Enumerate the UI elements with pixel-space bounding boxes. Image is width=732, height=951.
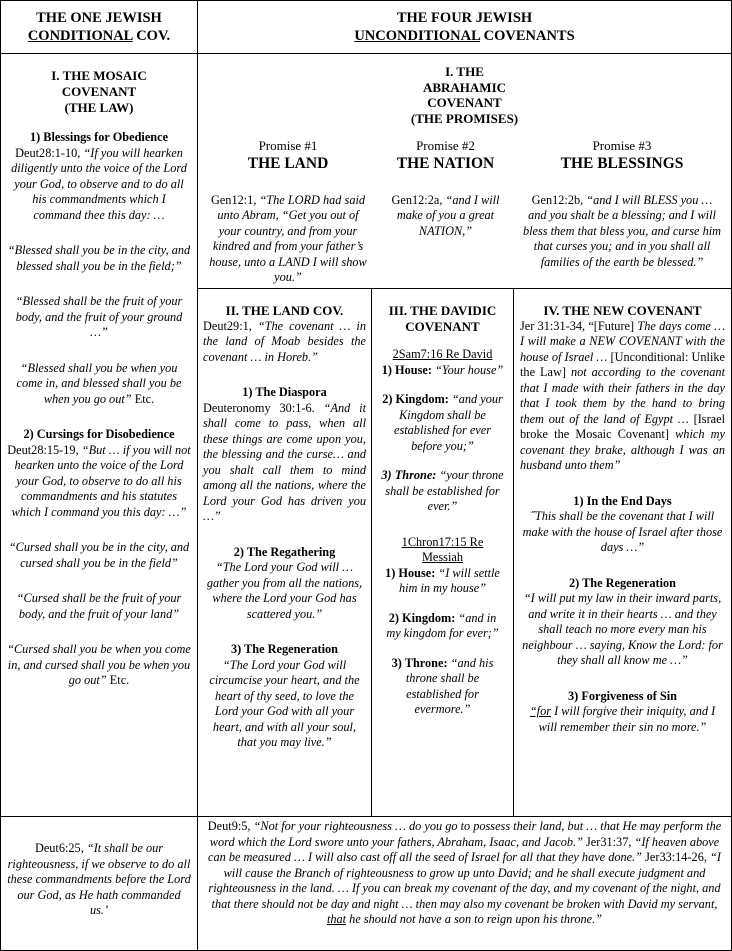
- new-cov-text: Jer 31:31-34, “[Future] The days come … I will make a NEW COVENANT with the house of Israel … [Unconditional: Unlike the Law] not according to the covenant that I made with their fathers in the day that I took them by the hand to bring them out of the land of Egypt … [Israel broke the Mosaic Covenant] which my covenant they brake, although I was an husband unto them”: [520, 318, 726, 472]
- header-right-unconditional: UNCONDITIONAL: [354, 28, 480, 44]
- land-regeneration-heading: 3) The Regeneration: [230, 642, 338, 656]
- blessings-heading: 1) Blessings for Obedience: [29, 130, 169, 144]
- mosaic-title: I. THE MOSAIC COVENANT (THE LAW): [51, 68, 147, 115]
- abrahamic-title: I. THE ABRAHAMIC COVENANT (THE PROMISES): [410, 64, 519, 126]
- mosaic-covenant-cell: [0, 53, 198, 817]
- blessing-quote-2: “Blessed shall be the fruit of your body, and the fruit of your ground …”: [15, 294, 183, 339]
- land-covenant-cell: [197, 288, 372, 817]
- land-regeneration-text: “The Lord your God will circumcise your heart, and the heart of thy seed, to love the Lord your God with all your heart, and with all your soul, that you may live.”: [209, 657, 360, 749]
- diaspora-text: Deuteronomy 30:1-6. “And it shall come to pass, when all these things are come upon you, the blessing and the curse… and you shalt call them to mind among all the nations, where the Lord your God has driven you …”: [203, 400, 366, 523]
- abrahamic-covenant-cell: [197, 53, 732, 289]
- curse-quote-3: “Cursed shall you be when you come in, and cursed shall you be when you go out” Etc.: [7, 642, 191, 687]
- curse-quote-1: “Cursed shall you be in the city, and cursed shall you be in the field”: [8, 540, 190, 570]
- new-covenant-cell: [513, 288, 732, 817]
- davidic-throne-1: 3) Throne: “your throne shall be established for ever.”: [381, 468, 504, 513]
- davidic-kingdom-1: 2) Kingdom: “and your Kingdom shall be established for ever before you;”: [382, 392, 503, 453]
- end-days-text: ˝This shall be the covenant that I will make with the house of Israel after those days …”: [522, 509, 723, 554]
- blessing-quote-3: “Blessed shall you be when you come in, and blessed shall you be when you go out” Etc.: [16, 360, 182, 406]
- header-left-conditional: CONDITIONAL: [27, 28, 133, 44]
- new-regeneration-heading: 2) The Regeneration: [568, 575, 676, 590]
- header-right-line1: THE FOUR JEWISH: [396, 10, 533, 26]
- davidic-ref-messiah: 1Chron17:15 Re Messiah: [401, 534, 484, 564]
- new-cov-title: IV. THE NEW COVENANT: [543, 303, 702, 318]
- land-cov-title: II. THE LAND COV.: [225, 303, 344, 318]
- header-right: [197, 0, 732, 54]
- end-days-heading: 1) In the End Days: [573, 493, 672, 508]
- blessings-section: 1) Blessings for Obedience Deut28:1-10, “If you will hearken diligently unto the voice of the Lord your God, to observe and to do all his commandments which I command thee this day: …: [7, 130, 191, 223]
- forgiveness-text: “for I will forgive their iniquity, and I will remember their sin no more.”: [529, 704, 716, 734]
- davidic-covenant-cell: [371, 288, 514, 817]
- cursings-heading: 2) Cursings for Disobedience: [23, 427, 175, 441]
- davidic-house-1: 1) House: “Your house”: [381, 362, 504, 377]
- regathering-heading: 2) The Regathering: [233, 544, 336, 559]
- curse-quote-2: “Cursed shall be the fruit of your body, and the fruit of your land”: [16, 591, 182, 621]
- footer-left-cell: Deut6:25, “It shall be our righteousness, if we observe to do all these commandments before the Lord our God, as He hath commanded us.’: [0, 816, 198, 951]
- regathering-text: “The Lord your God will … gather you from all the nations, where the Lord your God has scattered you.”: [206, 560, 363, 621]
- forgiveness-heading: 3) Forgiveness of Sin: [568, 688, 677, 703]
- promise-blessings: Promise #3 THE BLESSINGS Gen12:2b, “and I will BLESS you … and you shalt be a blessing; and I will bless them that bless you, and curse him that curses you; and in you shall all families of the earth be blessed.”: [522, 138, 722, 269]
- land-cov-intro: Deut29:1, “The covenant … in the land of Moab besides the covenant … in Horeb.”: [203, 318, 366, 364]
- davidic-throne-2: 3) Throne: “and his throne shall be established for evermore.”: [391, 655, 494, 716]
- promise-land: Promise #1 THE LAND Gen12:1, “The LORD had said unto Abram, “Get you out of your country, and from your kindred and from your father’s house, unto a LAND I will show you.”: [209, 138, 367, 284]
- header-left-line2: CONDITIONAL COV.: [27, 28, 171, 44]
- header-left: [0, 0, 198, 54]
- header-left-line1: THE ONE JEWISH: [36, 10, 162, 26]
- header-right-line2: UNCONDITIONAL COVENANTS: [354, 28, 575, 44]
- promises-row: [202, 138, 727, 286]
- footer-right-cell: Deut9:5, “Not for your righteousness … do you go to possess their land, but … that He may perform the word which the Lord swore unto your fathers, Abraham, Isaac, and Jacob.” Jer31:37, “If heaven above can be measured … I will also cast off all the seed of Israel for all that they have done.” Jer33:14-26, “I will cause the Branch of righteousness to grow up unto David; and he shall execute judgment and righteousness in the land. … If you can break my covenant of the day, and my covenant of the night, and that there should not be day and night … then may also my covenant be broken with David my servant, that he should not have a son to reign upon his throne.”: [197, 816, 732, 951]
- new-regeneration-text: “I will put my law in their inward parts, and write it in their hearts … and they shall teach no more every man his neighbour … saying, Know the Lord: for they shall all know me …”: [522, 591, 723, 667]
- davidic-house-2: 1) House: “I will settle him in my house”: [385, 565, 500, 595]
- diaspora-heading: 1) The Diaspora: [242, 385, 327, 399]
- davidic-title: III. THE DAVIDIC COVENANT: [388, 303, 497, 334]
- davidic-ref-david: 2Sam7:16 Re David: [392, 347, 493, 361]
- davidic-kingdom-2: 2) Kingdom: “and in my kingdom for ever;”: [386, 610, 499, 640]
- cursings-section: 2) Cursings for Disobedience Deut28:15-19, “But … if you will not hearken unto the voice of the Lord your God, to observe to do all his commandments and his statutes which I command you this day: …”: [7, 427, 191, 519]
- blessing-quote-1: “Blessed shall you be in the city, and blessed shall you be in the field;”: [7, 243, 191, 273]
- promise-nation: Promise #2 THE NATION Gen12:2a, “and I will make of you a great NATION,”: [391, 138, 500, 238]
